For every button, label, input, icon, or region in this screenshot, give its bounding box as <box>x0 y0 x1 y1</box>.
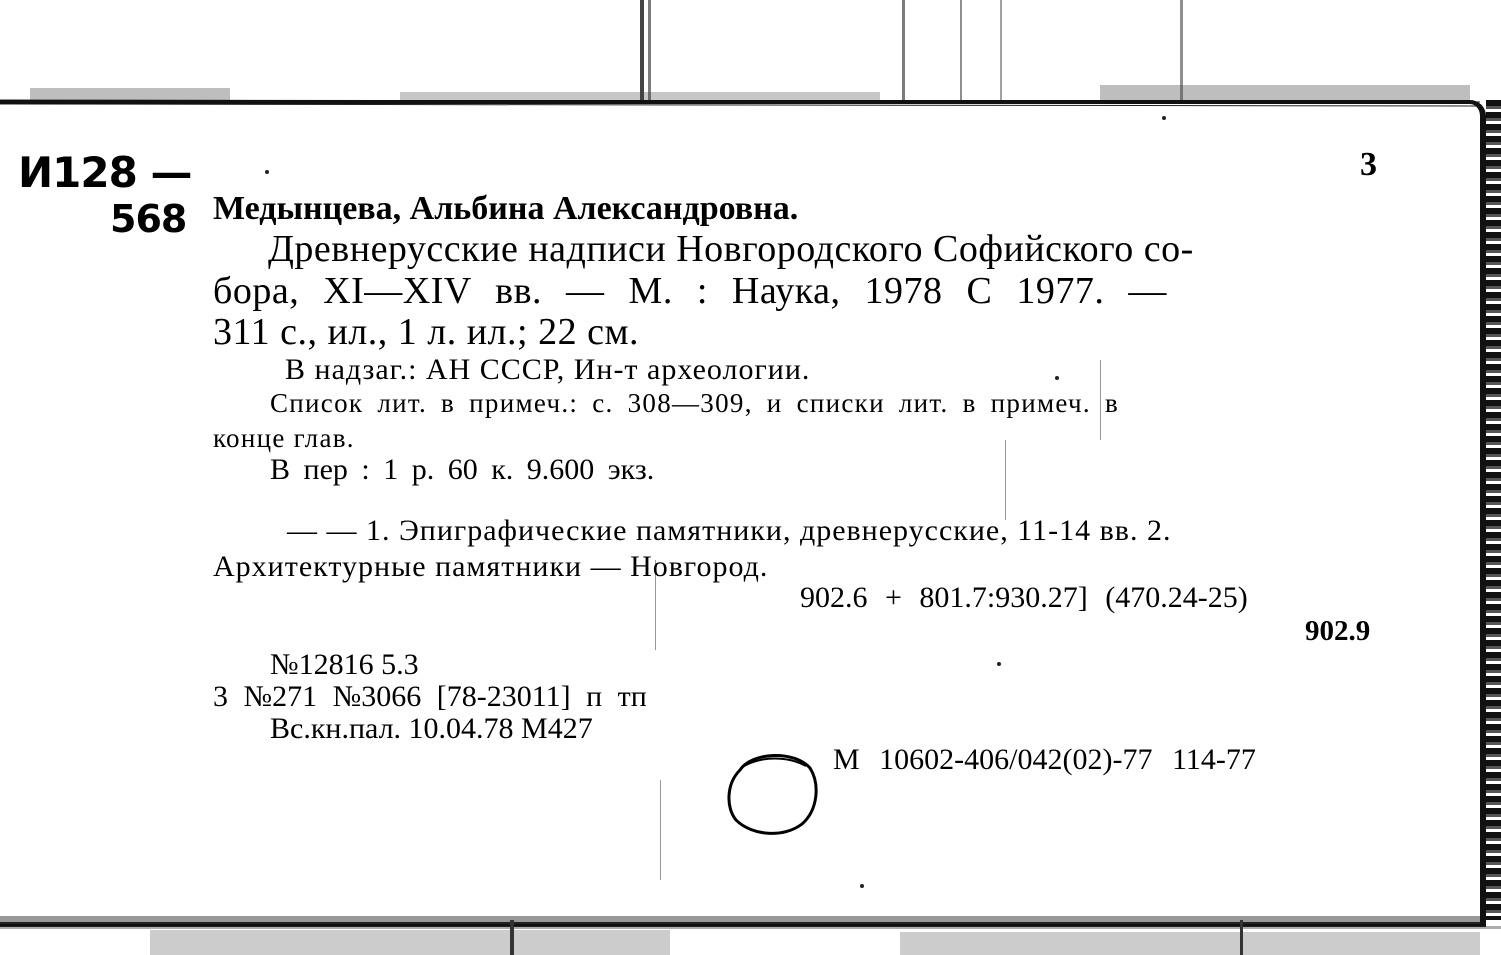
scan-noise-top <box>0 0 1501 115</box>
speck <box>1055 376 1059 380</box>
speck <box>265 170 269 174</box>
title-line-3: 311 с., ил., 1 л. ил.; 22 см. <box>213 311 639 353</box>
scan-line <box>1005 440 1006 520</box>
note-header: В надзаг.: АН СССР, Ин-т археологии. <box>285 353 811 386</box>
order-line: 3 №271 №3066 [78-23011] п тп <box>213 680 647 713</box>
scan-line <box>660 780 661 880</box>
note-bibliography-line-2: конце глав. <box>213 423 355 453</box>
speck <box>997 662 1001 666</box>
card-edge <box>1486 100 1501 920</box>
speck <box>860 884 864 888</box>
scan-noise-bottom <box>0 910 1501 955</box>
note-price: В пер : 1 р. 60 к. 9.600 экз. <box>270 453 655 486</box>
note-bibliography-line-1: Список лит. в примеч.: с. 308—309, и списки лит. в примеч. в <box>270 388 1120 418</box>
author-heading: Медынцева, Альбина Александровна. <box>213 190 799 227</box>
subjects-line-1: — — 1. Эпиграфические памятники, древнерусские, 11-14 вв. 2. <box>287 514 1172 547</box>
classification-index: 902.6 + 801.7:930.27] (470.24-25) <box>800 581 1248 614</box>
classification-main: 902.9 <box>1305 615 1371 647</box>
stamp-circle-icon <box>722 748 822 840</box>
publisher-code: М 10602-406/042(02)-77 114-77 <box>833 743 1256 776</box>
title-line-1: Древнерусские надписи Новгородского Софийского со- <box>268 228 1194 270</box>
call-number-line2: 568 <box>110 197 187 241</box>
card-index-number: 3 <box>1360 146 1377 183</box>
record-number: №12816 5.3 <box>270 648 419 681</box>
call-number-line1: И128 — <box>18 148 192 197</box>
speck <box>1162 116 1166 120</box>
title-line-2: бора, XI—XIV вв. — М. : Наука, 1978 С 1977. — <box>213 270 1167 312</box>
subjects-line-2: Архитектурные памятники — Новгород. <box>213 550 769 583</box>
chamber-line: Вс.кн.пал. 10.04.78 М427 <box>270 712 593 745</box>
